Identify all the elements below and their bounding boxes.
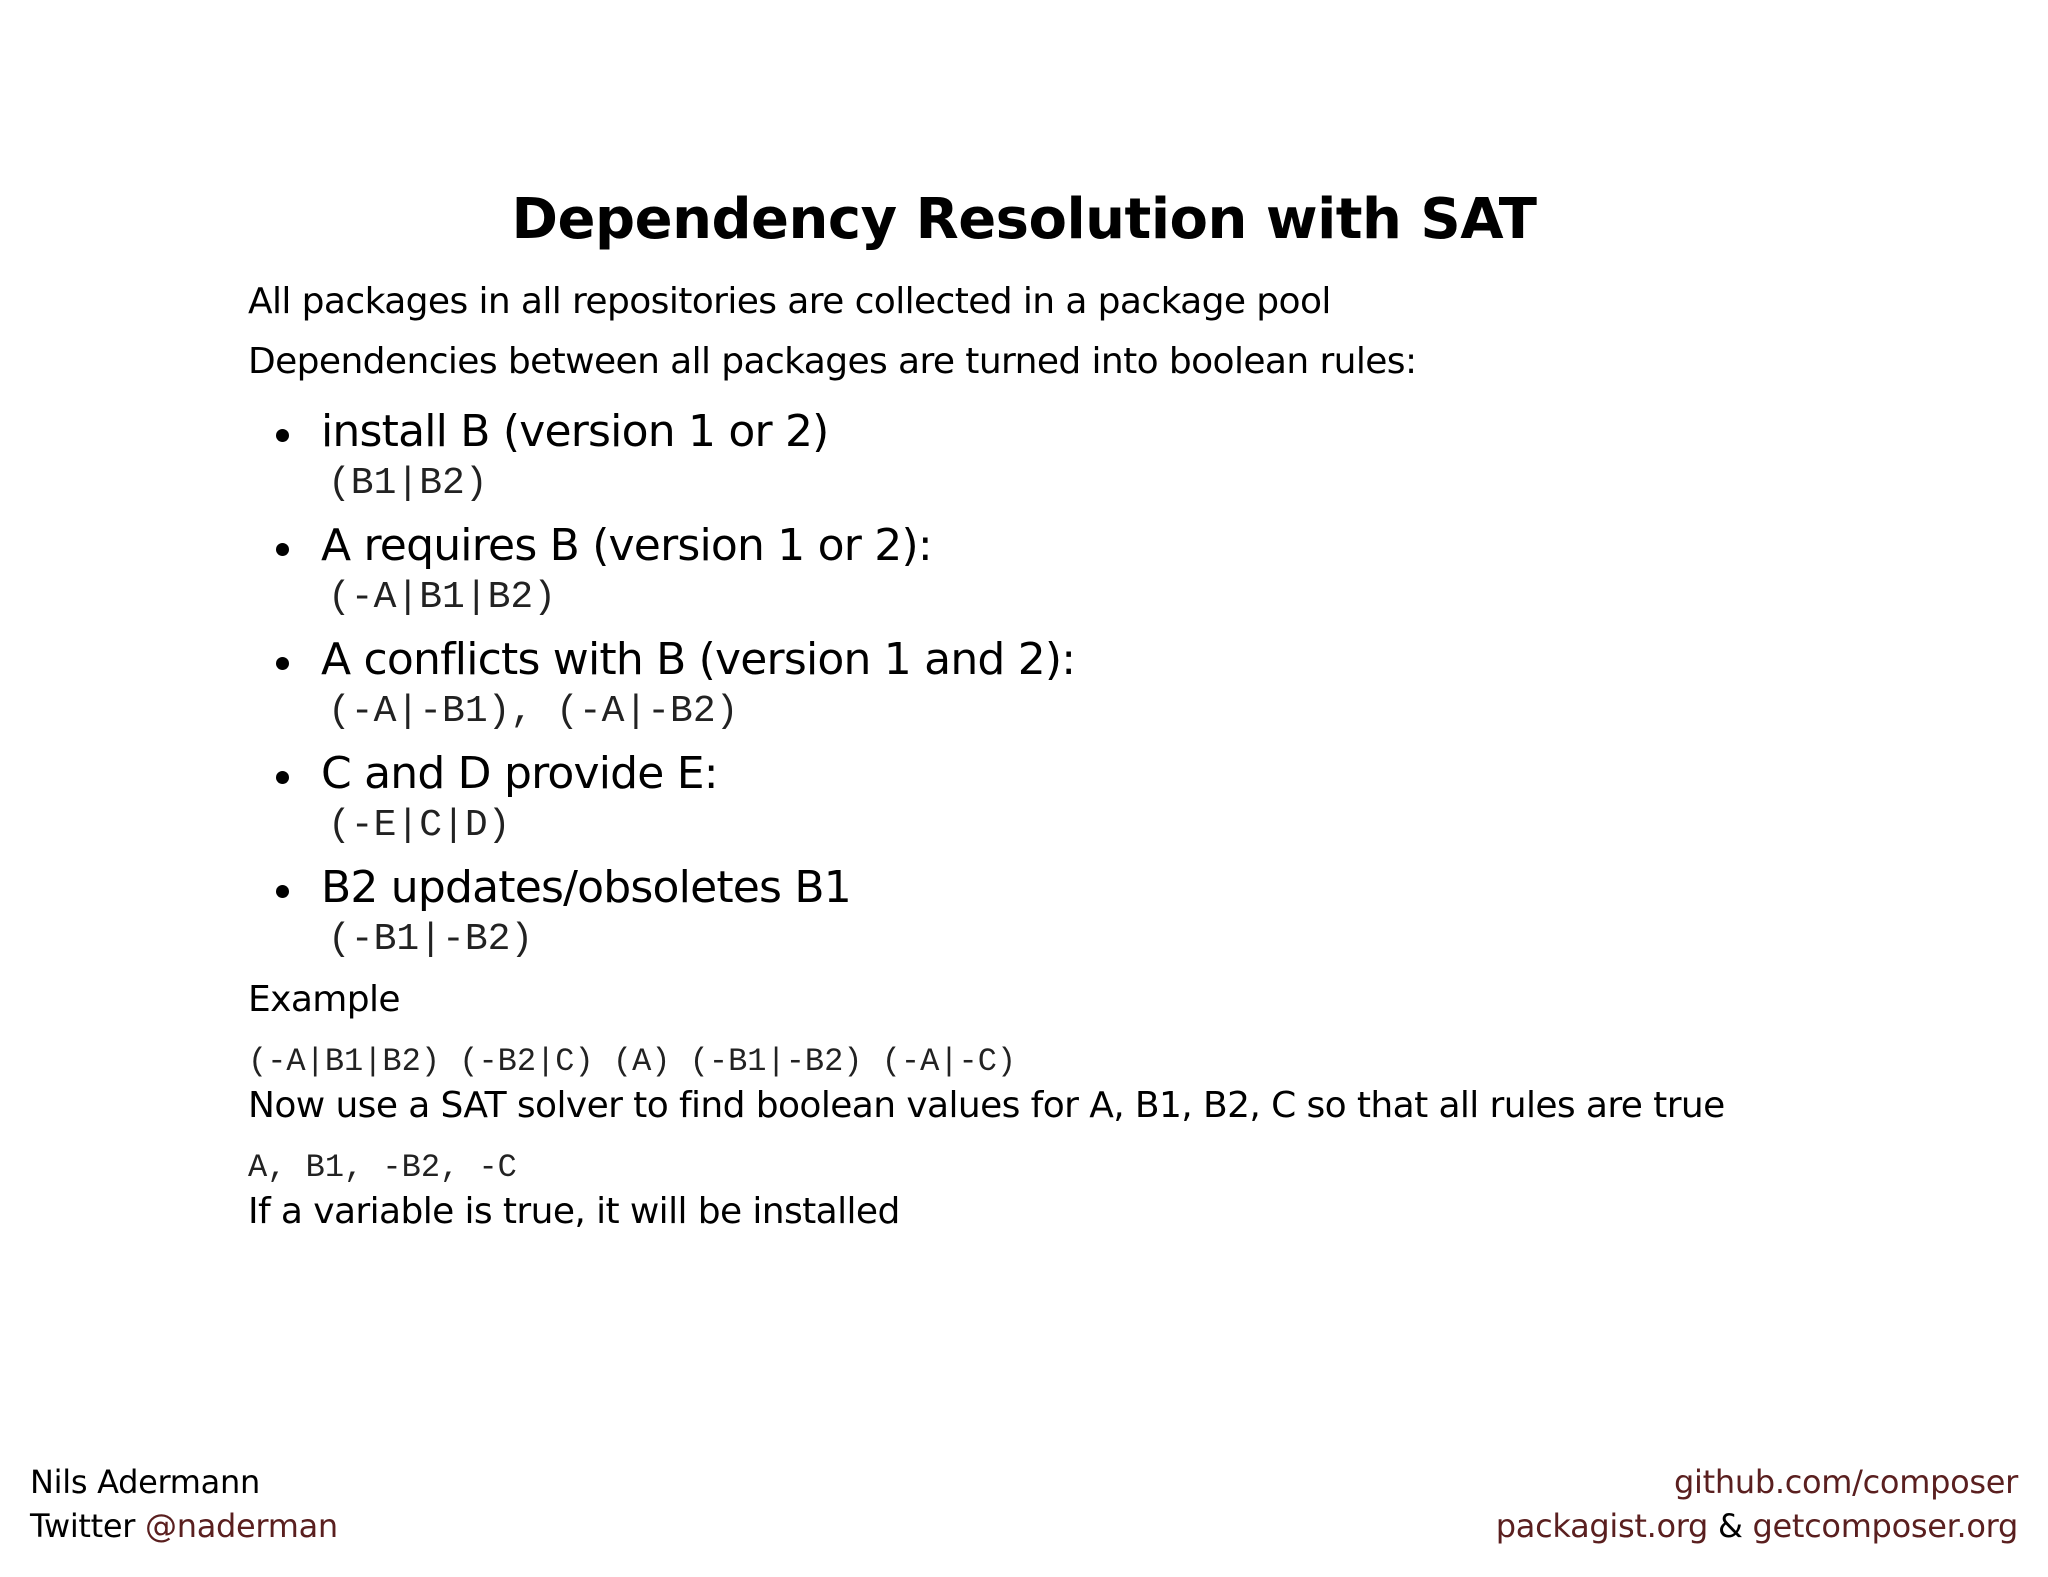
twitter-line [30,1504,338,1548]
rule-description: A conflicts with B (version 1 and 2): [321,634,1076,685]
bullet-icon [276,429,289,442]
example-heading: Example [248,979,400,1020]
sites-line [1496,1504,2018,1548]
list-item [276,630,1676,744]
bullet-icon [276,543,289,556]
slide-title: Dependency Resolution with SAT [511,187,1537,252]
rules-list [276,402,1676,972]
rule-description: B2 updates/obsoletes B1 [321,862,851,913]
bullet-icon [276,771,289,784]
twitter-handle-link[interactable]: @naderman [145,1507,338,1545]
author-name: Nils Adermann [30,1463,260,1501]
bullet-icon [276,885,289,898]
twitter-label: Twitter [30,1507,136,1545]
github-line [1674,1460,2018,1504]
rule-description: install B (version 1 or 2) [321,406,829,457]
getcomposer-link[interactable]: getcomposer.org [1752,1507,2018,1545]
list-item [276,744,1676,858]
rule-description: C and D provide E: [321,748,718,799]
solution-values: A, B1, -B2, -C [248,1149,517,1186]
list-item [276,516,1676,630]
rule-clause: (-B1|-B2) [328,918,534,961]
rule-clause: (B1|B2) [328,462,488,505]
rule-clause: (-A|B1|B2) [328,576,557,619]
list-item [276,858,1676,972]
rule-clause: (-A|-B1), (-A|-B2) [328,690,739,733]
bullet-icon [276,657,289,670]
rule-clause: (-E|C|D) [328,804,511,847]
install-note: If a variable is true, it will be installed [248,1191,900,1232]
list-item [276,402,1676,516]
packagist-link[interactable]: packagist.org [1495,1507,1709,1545]
rule-description: A requires B (version 1 or 2): [321,520,932,571]
ampersand: & [1717,1507,1743,1545]
solver-text: Now use a SAT solver to find boolean values for A, B1, B2, C so that all rules are true [248,1085,1725,1126]
intro-rules-text: Dependencies between all packages are turned into boolean rules: [248,341,1417,382]
intro-pool-text: All packages in all repositories are collected in a package pool [248,281,1331,322]
example-clauses: (-A|B1|B2) (-B2|C) (A) (-B1|-B2) (-A|-C) [248,1043,1017,1080]
github-link[interactable]: github.com/composer [1674,1463,2018,1501]
